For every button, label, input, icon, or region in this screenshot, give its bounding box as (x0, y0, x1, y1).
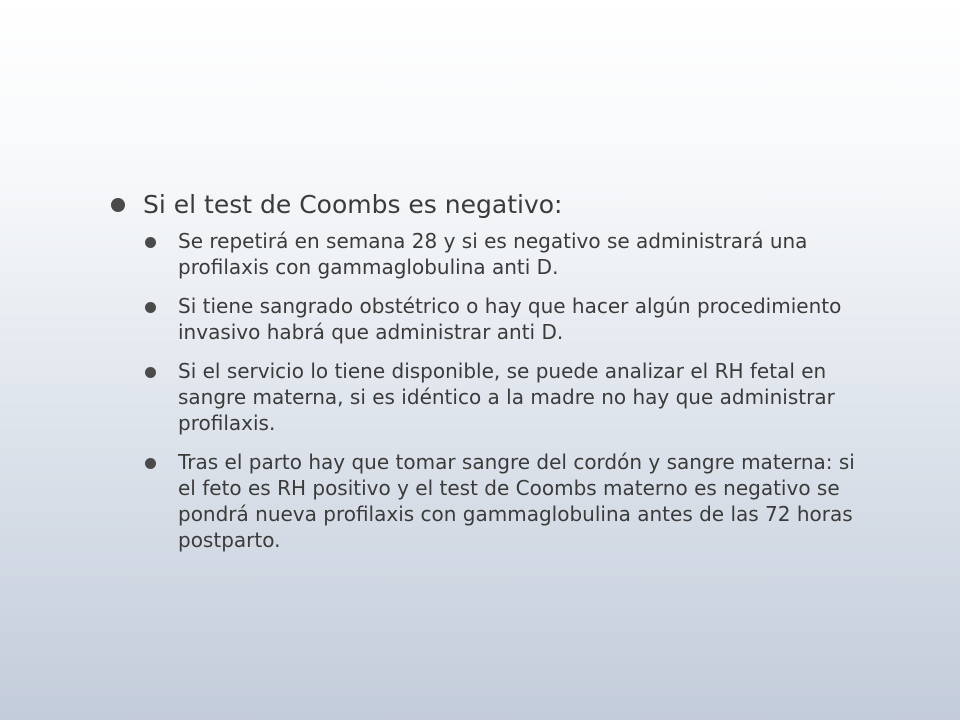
bullet-dot-icon (145, 237, 156, 248)
slide-body (108, 186, 868, 566)
bullet-dot-icon (111, 198, 125, 212)
bullet-dot-icon (145, 458, 156, 469)
bullet-dot-icon (145, 302, 156, 313)
sub-bullet-text: Si tiene sangrado obstétrico o hay que hacer algún procedimiento invasivo habrá que administrar anti D. (178, 294, 842, 344)
sub-bullet-text: Se repetirá en semana 28 y si es negativo se administrará una profilaxis con gammaglobulina anti D. (178, 229, 808, 279)
sub-bullet-item (108, 449, 868, 553)
sub-bullet-item (108, 228, 868, 280)
sub-bullet-item (108, 293, 868, 345)
sub-bullet-text: Tras el parto hay que tomar sangre del cordón y sangre materna: si el feto es RH positivo y el test de Coombs materno es negativo se pondrá nueva profilaxis con gammaglobulina antes de las 72 horas postparto. (178, 450, 855, 552)
main-bullet-text: Si el test de Coombs es negativo: (143, 190, 563, 219)
bullet-dot-icon (145, 367, 156, 378)
sub-bullet-text: Si el servicio lo tiene disponible, se puede analizar el RH fetal en sangre materna, si es idéntico a la madre no hay que administrar profilaxis. (178, 359, 835, 435)
sub-bullet-list (108, 228, 868, 553)
sub-bullet-item (108, 358, 868, 436)
main-bullet-item (108, 186, 868, 224)
